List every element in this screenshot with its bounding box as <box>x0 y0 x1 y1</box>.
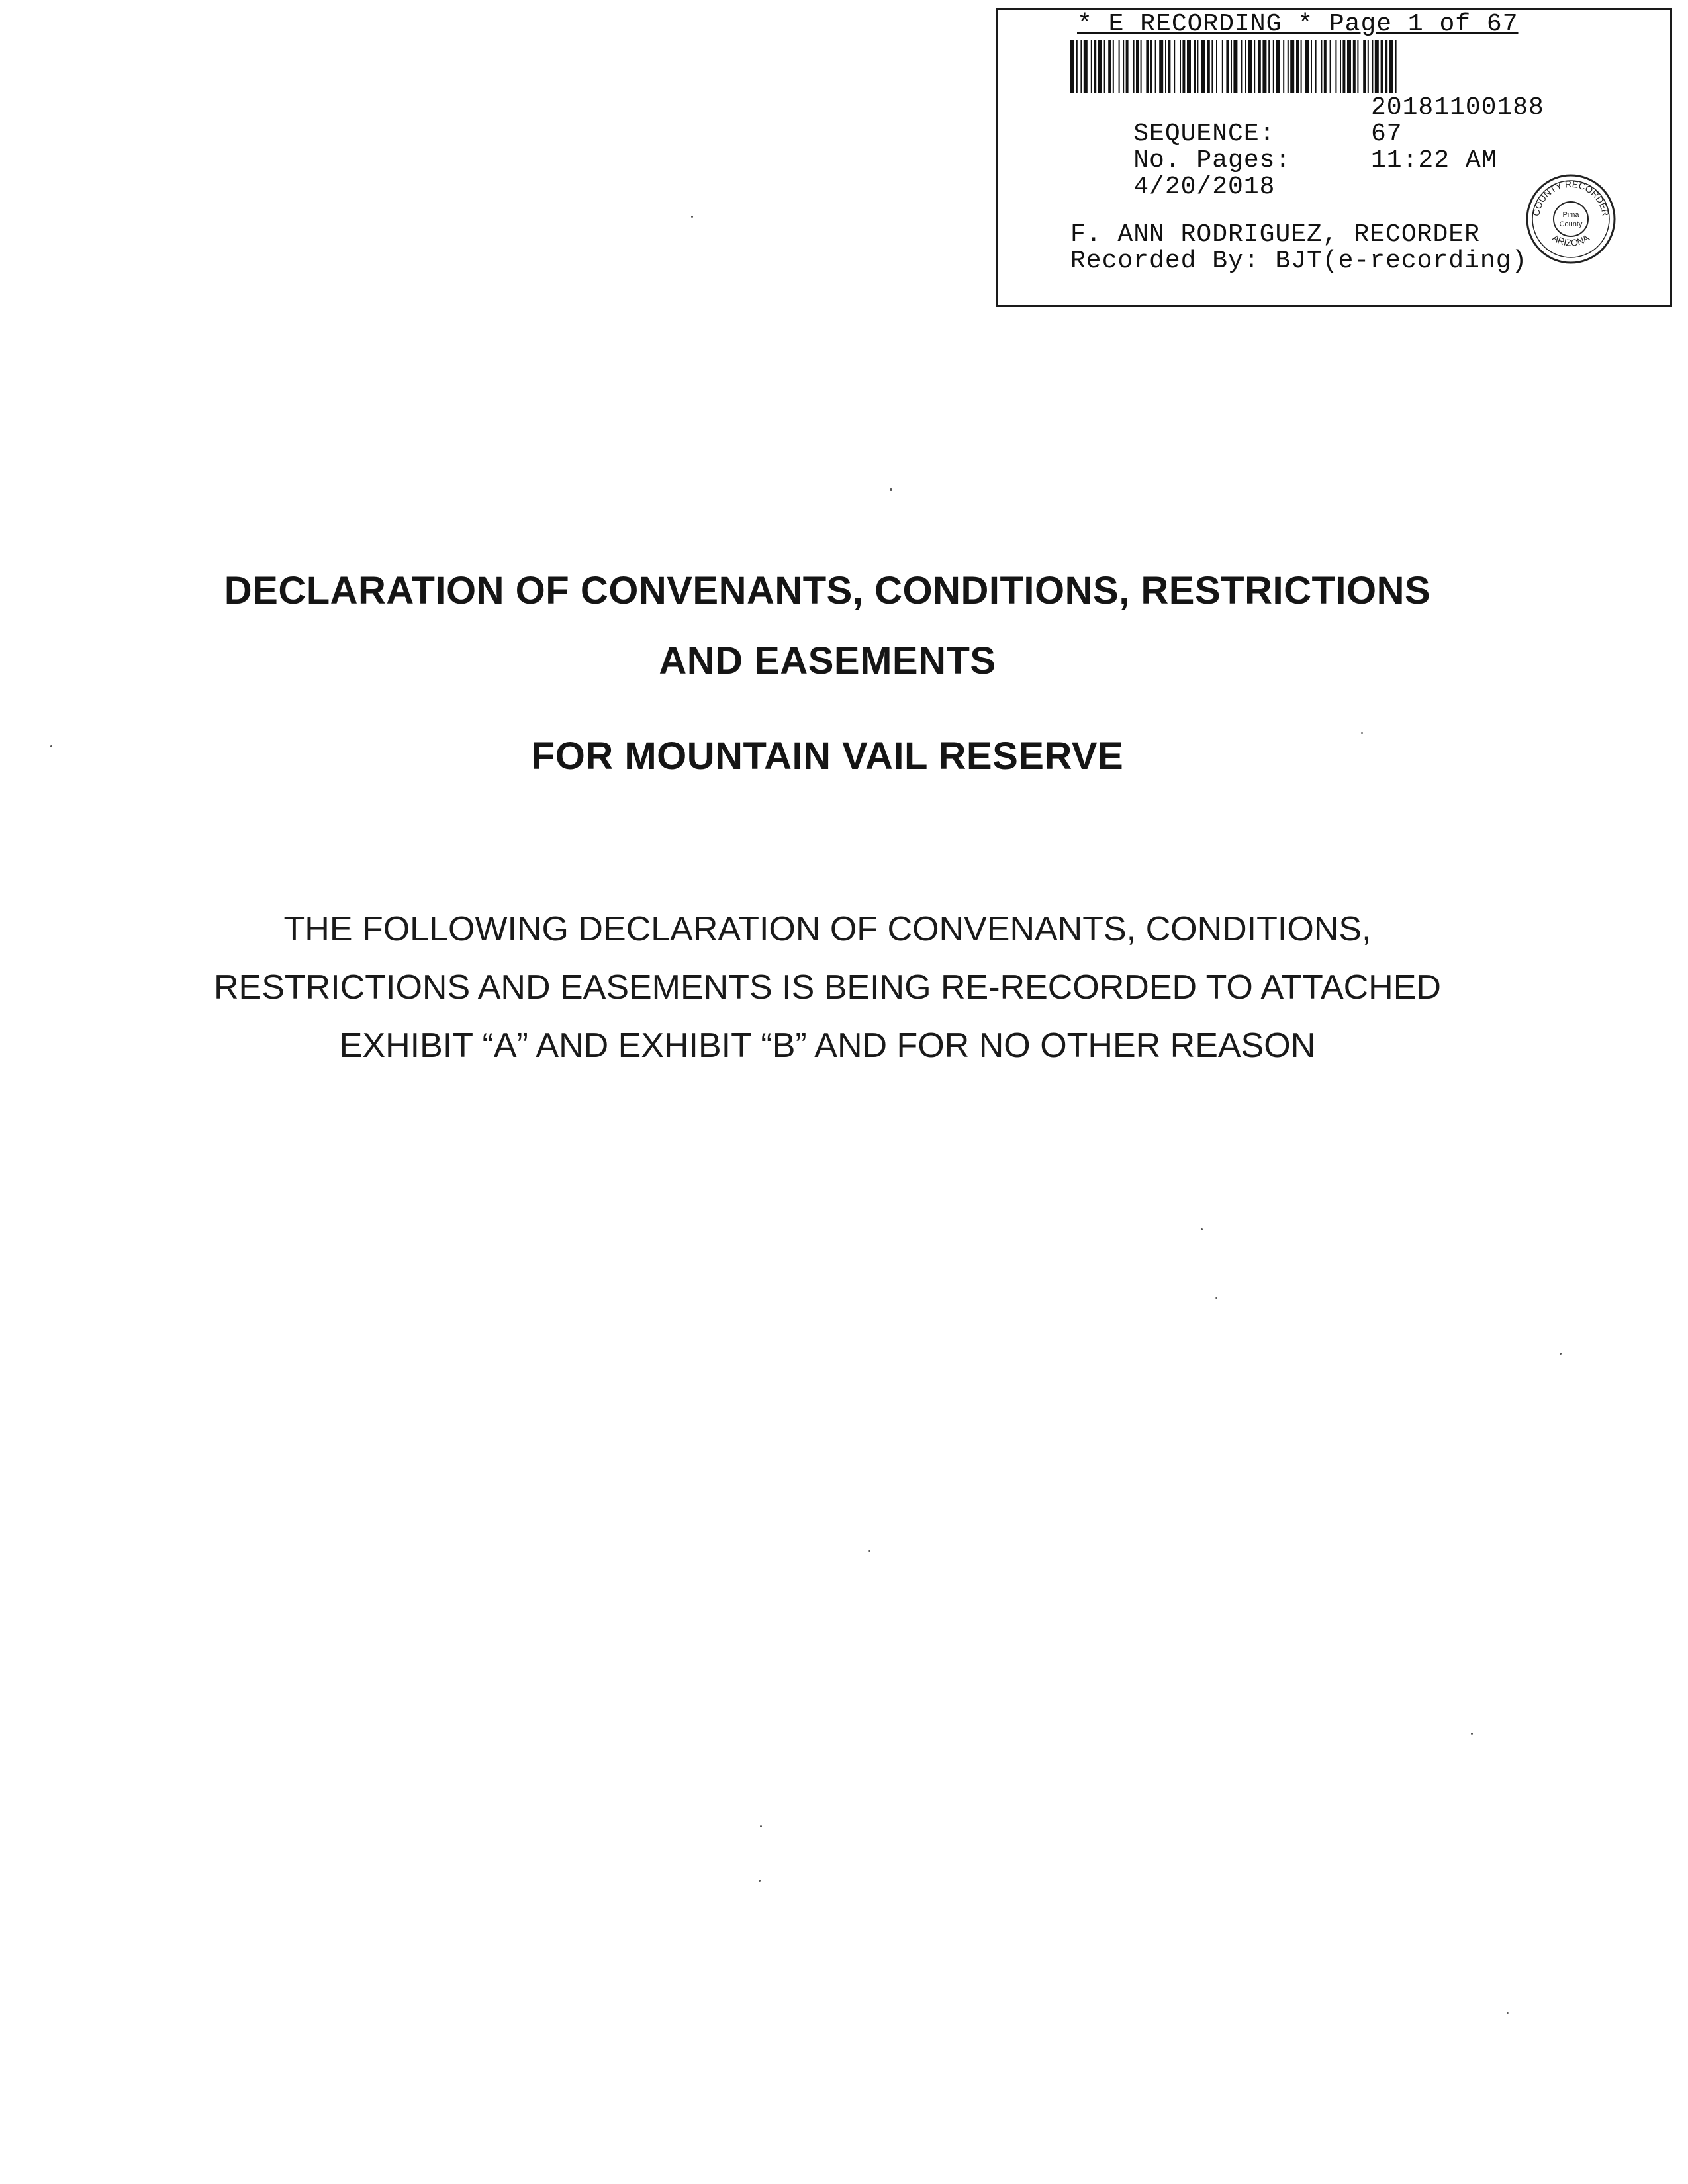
scan-speck <box>1201 1228 1203 1230</box>
re-recording-notice <box>0 900 1655 1075</box>
scan-speck <box>759 1880 761 1882</box>
barcode-bar <box>1389 40 1393 93</box>
barcode-bar <box>1296 40 1299 93</box>
barcode-bar <box>1315 40 1317 93</box>
barcode-bar <box>1324 40 1327 93</box>
barcode-bar <box>1150 40 1152 93</box>
sequence-value: 20181100188 <box>1371 93 1544 122</box>
notice-line-3: EXHIBIT “A” AND EXHIBIT “B” AND FOR NO OTHER REASON <box>339 1026 1316 1065</box>
barcode-bar <box>1290 40 1294 93</box>
seal-top-text: COUNTY RECORDER <box>1530 178 1611 217</box>
barcode-bar <box>1258 40 1261 93</box>
document-title-line-2: AND EASEMENTS <box>659 639 996 682</box>
scan-speck <box>691 216 693 218</box>
barcode-bar <box>1342 40 1345 93</box>
scan-speck <box>890 488 892 491</box>
barcode-bar <box>1372 40 1373 93</box>
svg-text:ARIZONA <box>1550 232 1591 248</box>
barcode-bar <box>1233 40 1237 93</box>
seal-bottom-text: ARIZONA <box>1550 232 1591 248</box>
barcode-bar <box>1347 40 1351 93</box>
barcode-bar <box>1301 40 1302 93</box>
document-title-line-1: DECLARATION OF CONVENANTS, CONDITIONS, RESTRICTIONS <box>224 569 1431 612</box>
barcode-bar <box>1273 40 1274 93</box>
seal-center-line2: County <box>1559 220 1583 228</box>
barcode-bar <box>1353 40 1356 93</box>
pages-value: 67 <box>1371 120 1403 148</box>
barcode-bar <box>1276 40 1280 93</box>
barcode-bar <box>1216 40 1217 93</box>
barcode-bar <box>1168 40 1170 93</box>
barcode-bar <box>1381 40 1383 93</box>
seal-center-line1: Pima <box>1562 211 1579 219</box>
barcode-bar <box>1084 40 1088 93</box>
barcode-bar <box>1104 40 1105 93</box>
barcode-bar <box>1368 40 1369 93</box>
barcode-bar <box>1159 40 1163 93</box>
scan-speck <box>1361 732 1363 734</box>
barcode-bar <box>1180 40 1181 93</box>
scan-speck <box>868 1550 870 1552</box>
barcode <box>1070 40 1626 93</box>
barcode-bar <box>1113 40 1114 93</box>
scan-speck <box>1507 2012 1509 2014</box>
barcode-bar <box>1126 40 1129 93</box>
barcode-bar <box>1080 40 1082 93</box>
barcode-bar <box>1108 40 1111 93</box>
barcode-bar <box>1222 40 1223 93</box>
pages-label: No. Pages: <box>1133 146 1291 175</box>
barcode-bar <box>1254 40 1255 93</box>
barcode-bar <box>1136 40 1139 93</box>
scan-speck <box>1215 1297 1217 1299</box>
recording-stamp <box>996 8 1672 307</box>
barcode-bar <box>1245 40 1246 93</box>
barcode-bar <box>1123 40 1124 93</box>
barcode-bar <box>1174 40 1175 93</box>
barcode-bar <box>1076 40 1078 93</box>
barcode-bar <box>1335 40 1336 93</box>
barcode-bar <box>1094 40 1096 93</box>
notice-line-2: RESTRICTIONS AND EASEMENTS IS BEING RE-RECORDED TO ATTACHED <box>214 968 1441 1007</box>
barcode-bar <box>1207 40 1210 93</box>
recorder-name: F. ANN RODRIGUEZ, RECORDER <box>1070 220 1480 249</box>
barcode-bar <box>1268 40 1270 93</box>
notice-line-1: THE FOLLOWING DECLARATION OF CONVENANTS, CONDITIONS, <box>283 910 1372 948</box>
recorded-by: Recorded By: BJT(e-recording) <box>1070 247 1528 275</box>
barcode-bar <box>1305 40 1309 93</box>
barcode-bar <box>1070 40 1074 93</box>
barcode-bar <box>1321 40 1322 93</box>
barcode-bar <box>1385 40 1387 93</box>
barcode-bar <box>1182 40 1185 93</box>
scan-speck <box>760 1825 762 1827</box>
scan-speck <box>50 745 52 747</box>
barcode-bar <box>1146 40 1149 93</box>
barcode-bar <box>1091 40 1092 93</box>
sequence-label: SEQUENCE: <box>1133 120 1276 148</box>
barcode-bar <box>1155 40 1156 93</box>
barcode-bar <box>1201 40 1205 93</box>
barcode-bar <box>1340 40 1341 93</box>
barcode-bar <box>1119 40 1120 93</box>
barcode-bar <box>1197 40 1198 93</box>
recording-date: 4/20/2018 <box>1133 173 1276 201</box>
county-seal <box>1524 173 1617 265</box>
barcode-bar <box>1283 40 1284 93</box>
barcode-bar <box>1241 40 1242 93</box>
barcode-bar <box>1231 40 1232 93</box>
barcode-bar <box>1187 40 1191 93</box>
recording-time: 11:22 AM <box>1371 146 1497 175</box>
scan-speck <box>1471 1733 1473 1735</box>
barcode-bar <box>1395 40 1397 93</box>
barcode-bar <box>1357 40 1358 93</box>
barcode-bar <box>1098 40 1102 93</box>
barcode-bar <box>1375 40 1379 93</box>
barcode-bar <box>1311 40 1312 93</box>
barcode-bar <box>1141 40 1142 93</box>
barcode-bar <box>1133 40 1135 93</box>
document-subtitle: FOR MOUNTAIN VAIL RESERVE <box>531 735 1124 778</box>
barcode-bar <box>1288 40 1289 93</box>
barcode-bar <box>1248 40 1252 93</box>
scan-speck <box>1560 1353 1562 1355</box>
barcode-bar <box>1226 40 1229 93</box>
stamp-header: * E RECORDING * Page 1 of 67 <box>1077 10 1519 38</box>
barcode-bar <box>1194 40 1196 93</box>
barcode-bar <box>1363 40 1366 93</box>
barcode-bar <box>1330 40 1331 93</box>
barcode-bar <box>1262 40 1266 93</box>
barcode-bar <box>1165 40 1166 93</box>
barcode-bar <box>1211 40 1213 93</box>
